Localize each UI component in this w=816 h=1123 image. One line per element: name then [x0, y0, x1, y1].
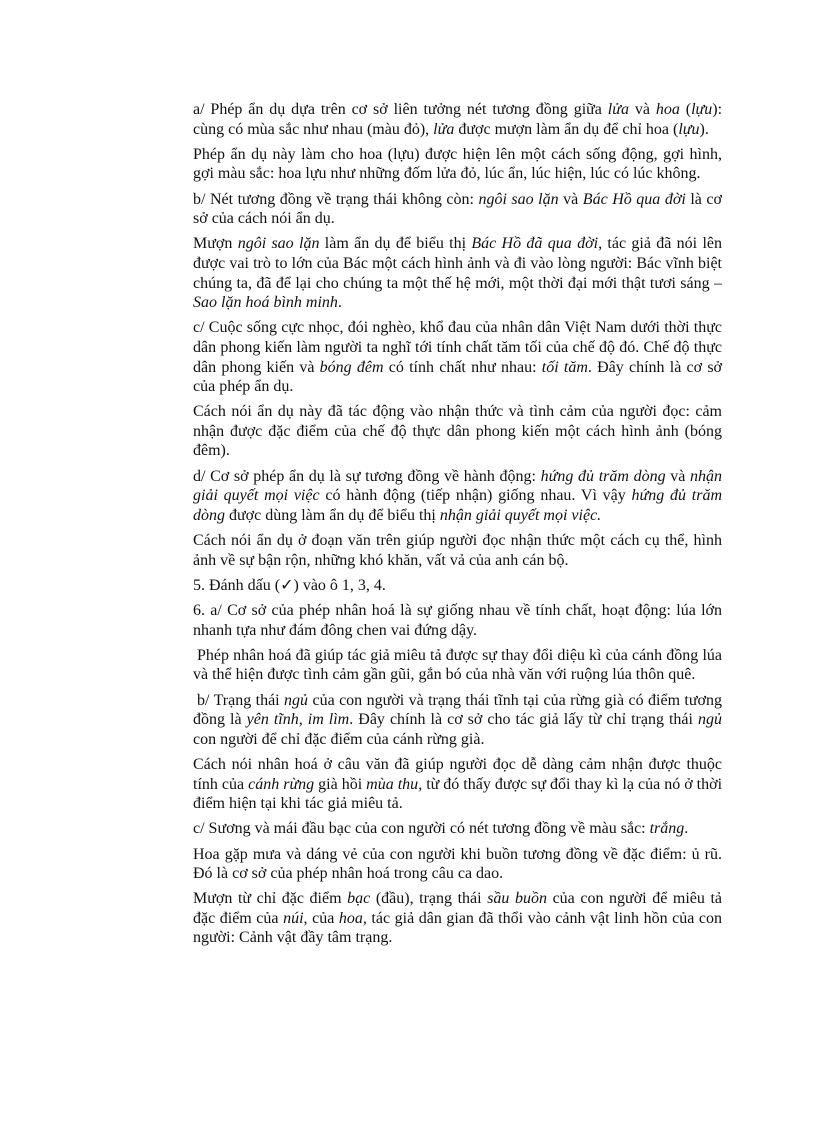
text: làm ẩn dụ để biểu thị	[319, 235, 472, 253]
text: có hành động (tiếp nhận) giống nhau. Vì vậy	[319, 487, 632, 505]
italic-text: hứng đủ trăm dòng	[193, 487, 722, 524]
italic-text: nhận giải quyết mọi việc	[193, 467, 723, 505]
text: . Đây chính là cơ sở cho tác giả lấy từ chỉ trạng thái	[349, 711, 699, 729]
text: (đầu), trạng thái	[370, 890, 488, 908]
italic-text: Bác Hồ đã qua đời	[471, 235, 599, 253]
italic-text: bóng đêm	[319, 358, 384, 376]
text: 5. Đánh dấu (✓) vào ô 1, 3, 4.	[193, 576, 386, 594]
paragraph	[193, 691, 722, 750]
text: được dùng làm ẩn dụ để biểu thị	[225, 506, 440, 524]
text: Mượn	[193, 235, 238, 253]
text: (	[679, 101, 692, 118]
italic-text: trắng	[649, 820, 685, 838]
text: Cách nói nhân hoá ở câu văn đã giúp người đọc dễ dàng cảm nhận được thuộc tính của	[193, 755, 722, 793]
italic-text: sầu buồn	[487, 890, 547, 908]
text: 6. a/ Cơ sở của phép nhân hoá là sự giống nhau về tính chất, hoạt động: lúa lớn nhanh tựa như đám đông chen vai đứng dậy.	[193, 602, 722, 639]
paragraph	[193, 190, 722, 229]
paragraph	[193, 318, 722, 396]
text: và	[665, 467, 691, 485]
text: của con người để miêu tả đặc điểm của	[193, 890, 723, 927]
italic-text: cánh rừng	[248, 775, 315, 793]
italic-text: núi	[283, 909, 304, 927]
text: và	[558, 190, 583, 208]
text: của con người và trạng thái tĩnh tại của rừng già có điểm tương đồng là	[193, 691, 723, 729]
text: Mượn từ chỉ đặc điểm	[193, 890, 348, 908]
italic-text: mùa thu	[366, 775, 419, 793]
text: d/ Cơ sở phép ẩn dụ là sự tương đồng về hành động:	[193, 467, 541, 485]
paragraph	[193, 234, 722, 312]
paragraph	[193, 819, 722, 839]
italic-text: lựu	[691, 101, 713, 118]
text: con người để chỉ đặc điểm của cánh rừng già.	[193, 730, 485, 748]
paragraph	[193, 845, 722, 884]
paragraph	[193, 467, 722, 526]
text: Phép nhân hoá đã giúp tác giả miêu tả được sự thay đổi diệu kì của cánh đồng lúa và thể hiện được tình cảm gần gũi, gắn bó của nhà văn với ruộng lúa thôn quê.	[193, 646, 722, 684]
paragraph	[193, 402, 722, 461]
text: c/ Sương và mái đầu bạc của con người có nét tương đồng về màu sắc:	[193, 820, 650, 838]
italic-text: ngôi sao lặn	[237, 235, 320, 253]
italic-text: lựu	[678, 120, 700, 138]
text: Cách nói ẩn dụ ở đoạn văn trên giúp người đọc nhận thức một cách cụ thể, hình ảnh về sự bận rộn, những khó khăn, vất vả của anh cán bộ.	[193, 532, 722, 569]
paragraph	[193, 889, 722, 948]
document-page	[193, 100, 722, 954]
italic-text: hoa	[338, 909, 363, 927]
text: . Đây chính là cơ sở của phép ẩn dụ.	[193, 358, 723, 396]
text: Hoa gặp mưa và dáng vẻ của con người khi buồn tương đồng về đặc điểm: ủ rũ. Đó là cơ sở của phép nhân hoá trong câu ca dao.	[193, 845, 722, 883]
text: , tác giả đã nói lên được vai trò to lớn của Bác một cách hình ảnh và đi vào lòng người: Bác vĩnh biệt chúng ta, đã để lại cho chúng ta một thế hệ mới, một thời đại mới thật tươi sáng –	[193, 235, 722, 292]
text: có tính chất như nhau:	[383, 358, 542, 376]
text: Cách nói ẩn dụ này đã tác động vào nhận thức và tình cảm của người đọc: cảm nhận được đặc điểm của chế độ thực dân phong kiến một cách hình ảnh (bóng đêm).	[193, 403, 722, 460]
text: .	[684, 820, 689, 838]
italic-text: nhận giải quyết mọi việc.	[439, 506, 602, 524]
italic-text: tối tăm	[541, 358, 588, 376]
italic-text: Bác Hồ qua đời	[582, 190, 686, 208]
text: ).	[699, 120, 709, 138]
paragraph	[193, 145, 722, 184]
italic-text: hoa	[655, 101, 680, 118]
italic-text: bạc	[347, 890, 371, 908]
italic-text: hứng đủ trăm dòng	[540, 467, 666, 485]
italic-text: lửa	[433, 120, 455, 138]
italic-text: ngủ	[284, 691, 309, 709]
paragraph	[193, 531, 722, 570]
italic-text: ngôi sao lặn	[478, 190, 559, 208]
text: a/ Phép ẩn dụ dựa trên cơ sở liên tưởng nét tương đồng giữa	[193, 101, 608, 118]
text: ): cùng có mùa sắc như nhau (màu đỏ),	[193, 101, 723, 138]
text: được mượn làm ẩn dụ để chỉ hoa (	[454, 120, 679, 138]
italic-text: Sao lặn hoá bình minh	[193, 294, 338, 312]
paragraph	[193, 646, 722, 685]
text: Phép ẩn dụ này làm cho hoa (lựu) được hiện lên một cách sống động, gợi hình, gợi màu sắc: hoa lựu như những đốm lửa đỏ, lúc ẩn, lúc hiện, lúc có lúc không.	[193, 145, 722, 183]
text: già hồi	[314, 775, 367, 793]
text: là cơ sở của cách nói ẩn dụ.	[193, 190, 722, 228]
text: .	[337, 294, 342, 312]
italic-text: yên tĩnh, im lìm	[246, 711, 350, 729]
italic-text: ngủ	[698, 711, 723, 729]
text: c/ Cuộc sống cực nhọc, đói nghèo, khổ đau của nhân dân Việt Nam dưới thời thực dân phong kiến làm người ta nghĩ tới tính chất tăm tối của chế độ đó. Chế độ thực dân phong kiến và	[193, 319, 722, 376]
paragraph	[193, 755, 722, 814]
text: và	[628, 101, 656, 118]
italic-text: lửa	[607, 101, 629, 118]
paragraph	[193, 100, 722, 139]
text: , tác giả dân gian đã thổi vào cảnh vật linh hồn của con người: Cảnh vật đầy tâm trạng.	[193, 909, 722, 947]
text: b/ Nét tương đồng về trạng thái không còn:	[193, 190, 479, 208]
paragraph	[193, 576, 722, 596]
paragraph	[193, 601, 722, 640]
text: , từ đó thấy được sự đổi thay kì lạ của nó ở thời điểm hiện tại khi tác giả miêu tả.	[193, 775, 723, 813]
text: , của	[303, 909, 339, 927]
text: b/ Trạng thái	[197, 691, 285, 709]
